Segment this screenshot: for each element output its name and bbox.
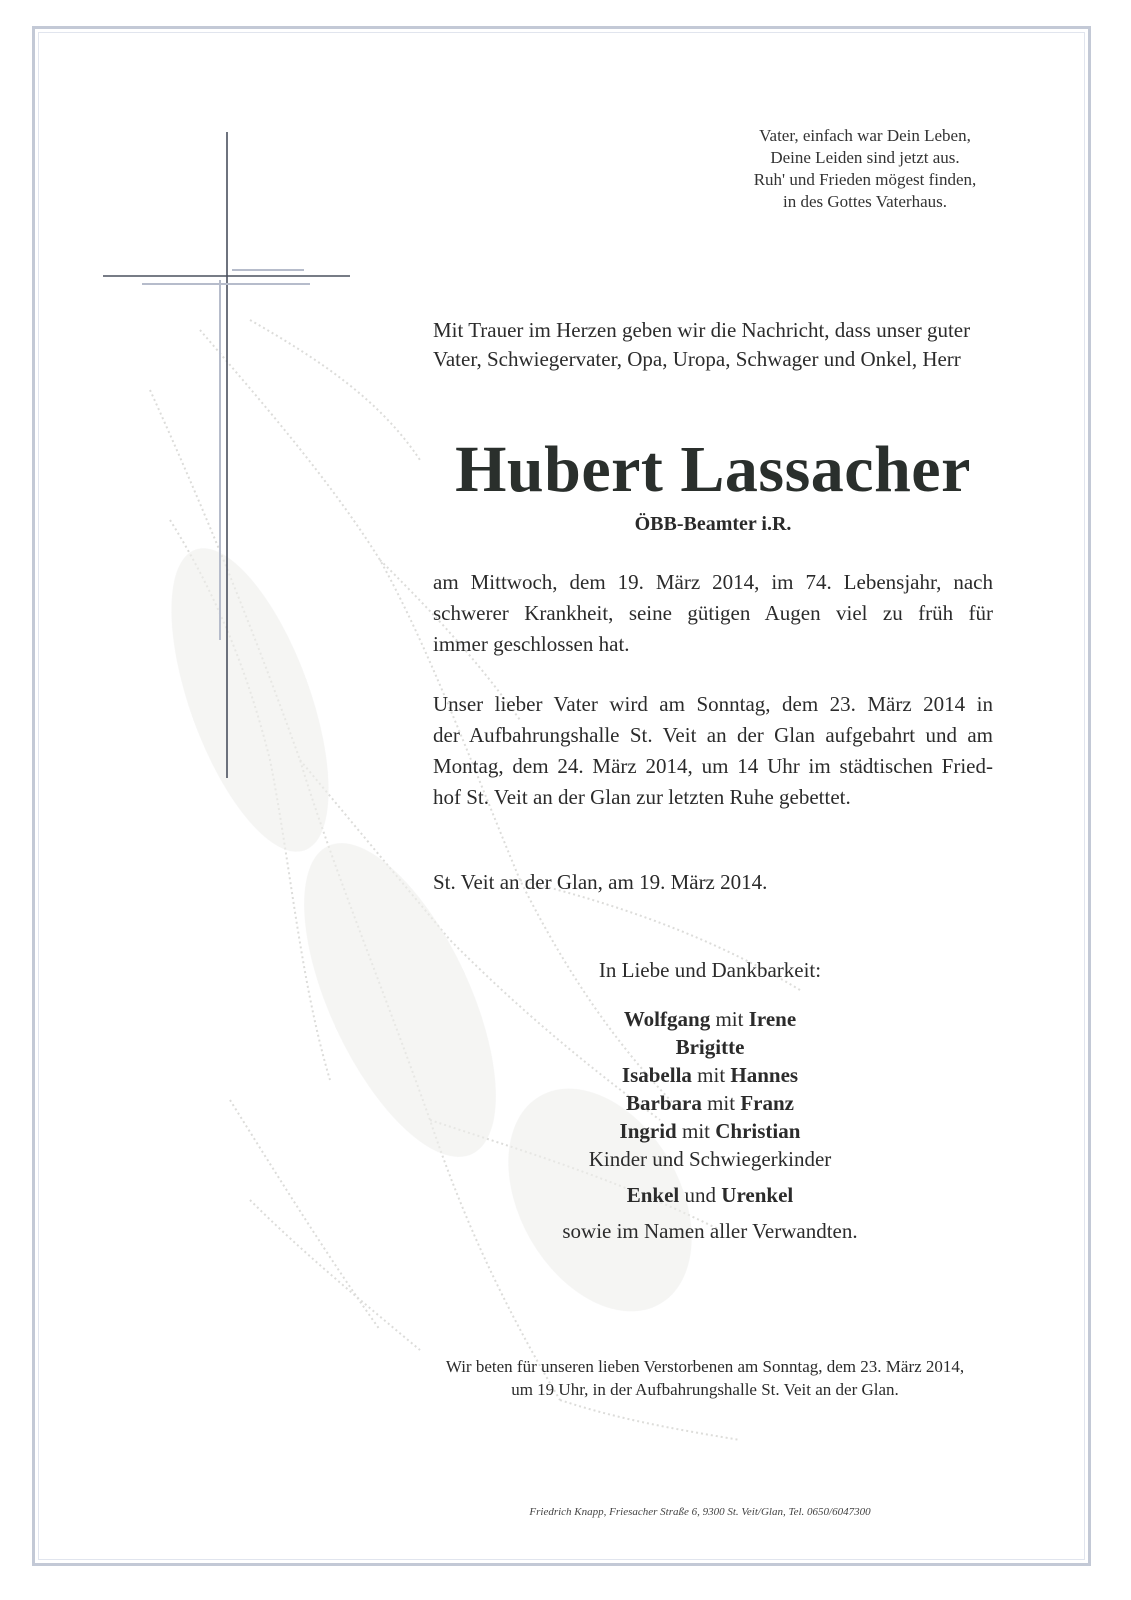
mourner-row: [470, 1089, 950, 1117]
memorial-poem: [700, 125, 1030, 213]
mourner-row: [470, 1005, 950, 1033]
mourner-row: [470, 1117, 950, 1145]
mourner-name: Enkel: [626, 1183, 680, 1207]
paragraph-line: hof St. Veit an der Glan zur letzten Ruhe gebettet.: [433, 785, 851, 809]
paragraph-line: am Mittwoch, dem 19. März 2014, im 74. Lebensjahr, nach: [433, 570, 993, 594]
children-label: Kinder und Schwiegerkinder: [588, 1147, 832, 1171]
mourner-joiner: mit: [715, 1007, 744, 1031]
grandchildren-row: [470, 1181, 950, 1209]
mourner-row: [470, 1061, 950, 1089]
request-line: um 19 Uhr, in der Aufbahrungshalle St. Veit an der Glan.: [511, 1380, 899, 1399]
poem-line: in des Gottes Vaterhaus.: [783, 192, 947, 211]
mourner-name: Wolfgang: [623, 1007, 711, 1031]
death-paragraph: [433, 567, 993, 660]
paragraph-line: Montag, dem 24. März 2014, um 14 Uhr im städtischen Fried-: [433, 754, 993, 778]
funeral-home-footer: Friedrich Knapp, Friesacher Straße 6, 9300 St. Veit/Glan, Tel. 0650/6047300: [529, 1506, 871, 1518]
paragraph-line: Unser lieber Vater wird am Sonntag, dem 23. März 2014 in: [433, 692, 993, 716]
mourner-name: Urenkel: [721, 1183, 794, 1207]
poem-line: Deine Leiden sind jetzt aus.: [770, 148, 960, 167]
mourners-closing: sowie im Namen aller Verwandten.: [562, 1219, 858, 1243]
deceased-name: Hubert Lassacher: [455, 433, 971, 506]
announcement-text: [433, 316, 993, 374]
mourner-name: Irene: [748, 1007, 797, 1031]
poem-line: Vater, einfach war Dein Leben,: [759, 126, 971, 145]
mourner-row: [470, 1033, 950, 1061]
announcement-line: Vater, Schwiegervater, Opa, Uropa, Schwager und Onkel, Herr: [433, 347, 961, 371]
request-line: Wir beten für unseren lieben Verstorbenen am Sonntag, dem 23. März 2014,: [445, 1357, 965, 1376]
paragraph-line: immer geschlossen hat.: [433, 632, 630, 656]
deceased-profession: ÖBB-Beamter i.R.: [634, 513, 792, 535]
mourners-heading: In Liebe und Dankbarkeit:: [598, 958, 822, 982]
mourner-name: Brigitte: [675, 1035, 745, 1059]
announcement-line: Mit Trauer im Herzen geben wir die Nachricht, dass unser guter: [433, 318, 971, 342]
mourner-joiner: mit: [681, 1119, 710, 1143]
poem-line: Ruh' und Frieden mögest finden,: [753, 170, 977, 189]
mourner-name: Isabella: [621, 1063, 692, 1087]
paragraph-line: der Aufbahrungshalle St. Veit an der Glan aufgebahrt und am: [433, 723, 993, 747]
mourner-name: Christian: [715, 1119, 801, 1143]
place-date: St. Veit an der Glan, am 19. März 2014.: [433, 870, 768, 894]
paragraph-line: schwerer Krankheit, seine gütigen Augen viel zu früh für: [433, 601, 993, 625]
mourner-joiner: mit: [707, 1091, 736, 1115]
mourner-joiner: und: [684, 1183, 717, 1207]
prayer-request: [415, 1355, 995, 1401]
mourner-joiner: mit: [697, 1063, 726, 1087]
mourner-name: Barbara: [626, 1091, 702, 1115]
mourner-name: Hannes: [730, 1063, 799, 1087]
mourner-name: Ingrid: [619, 1119, 677, 1143]
mourner-name: Franz: [740, 1091, 794, 1115]
funeral-paragraph: [433, 689, 993, 813]
mourners-list: [470, 956, 950, 1245]
